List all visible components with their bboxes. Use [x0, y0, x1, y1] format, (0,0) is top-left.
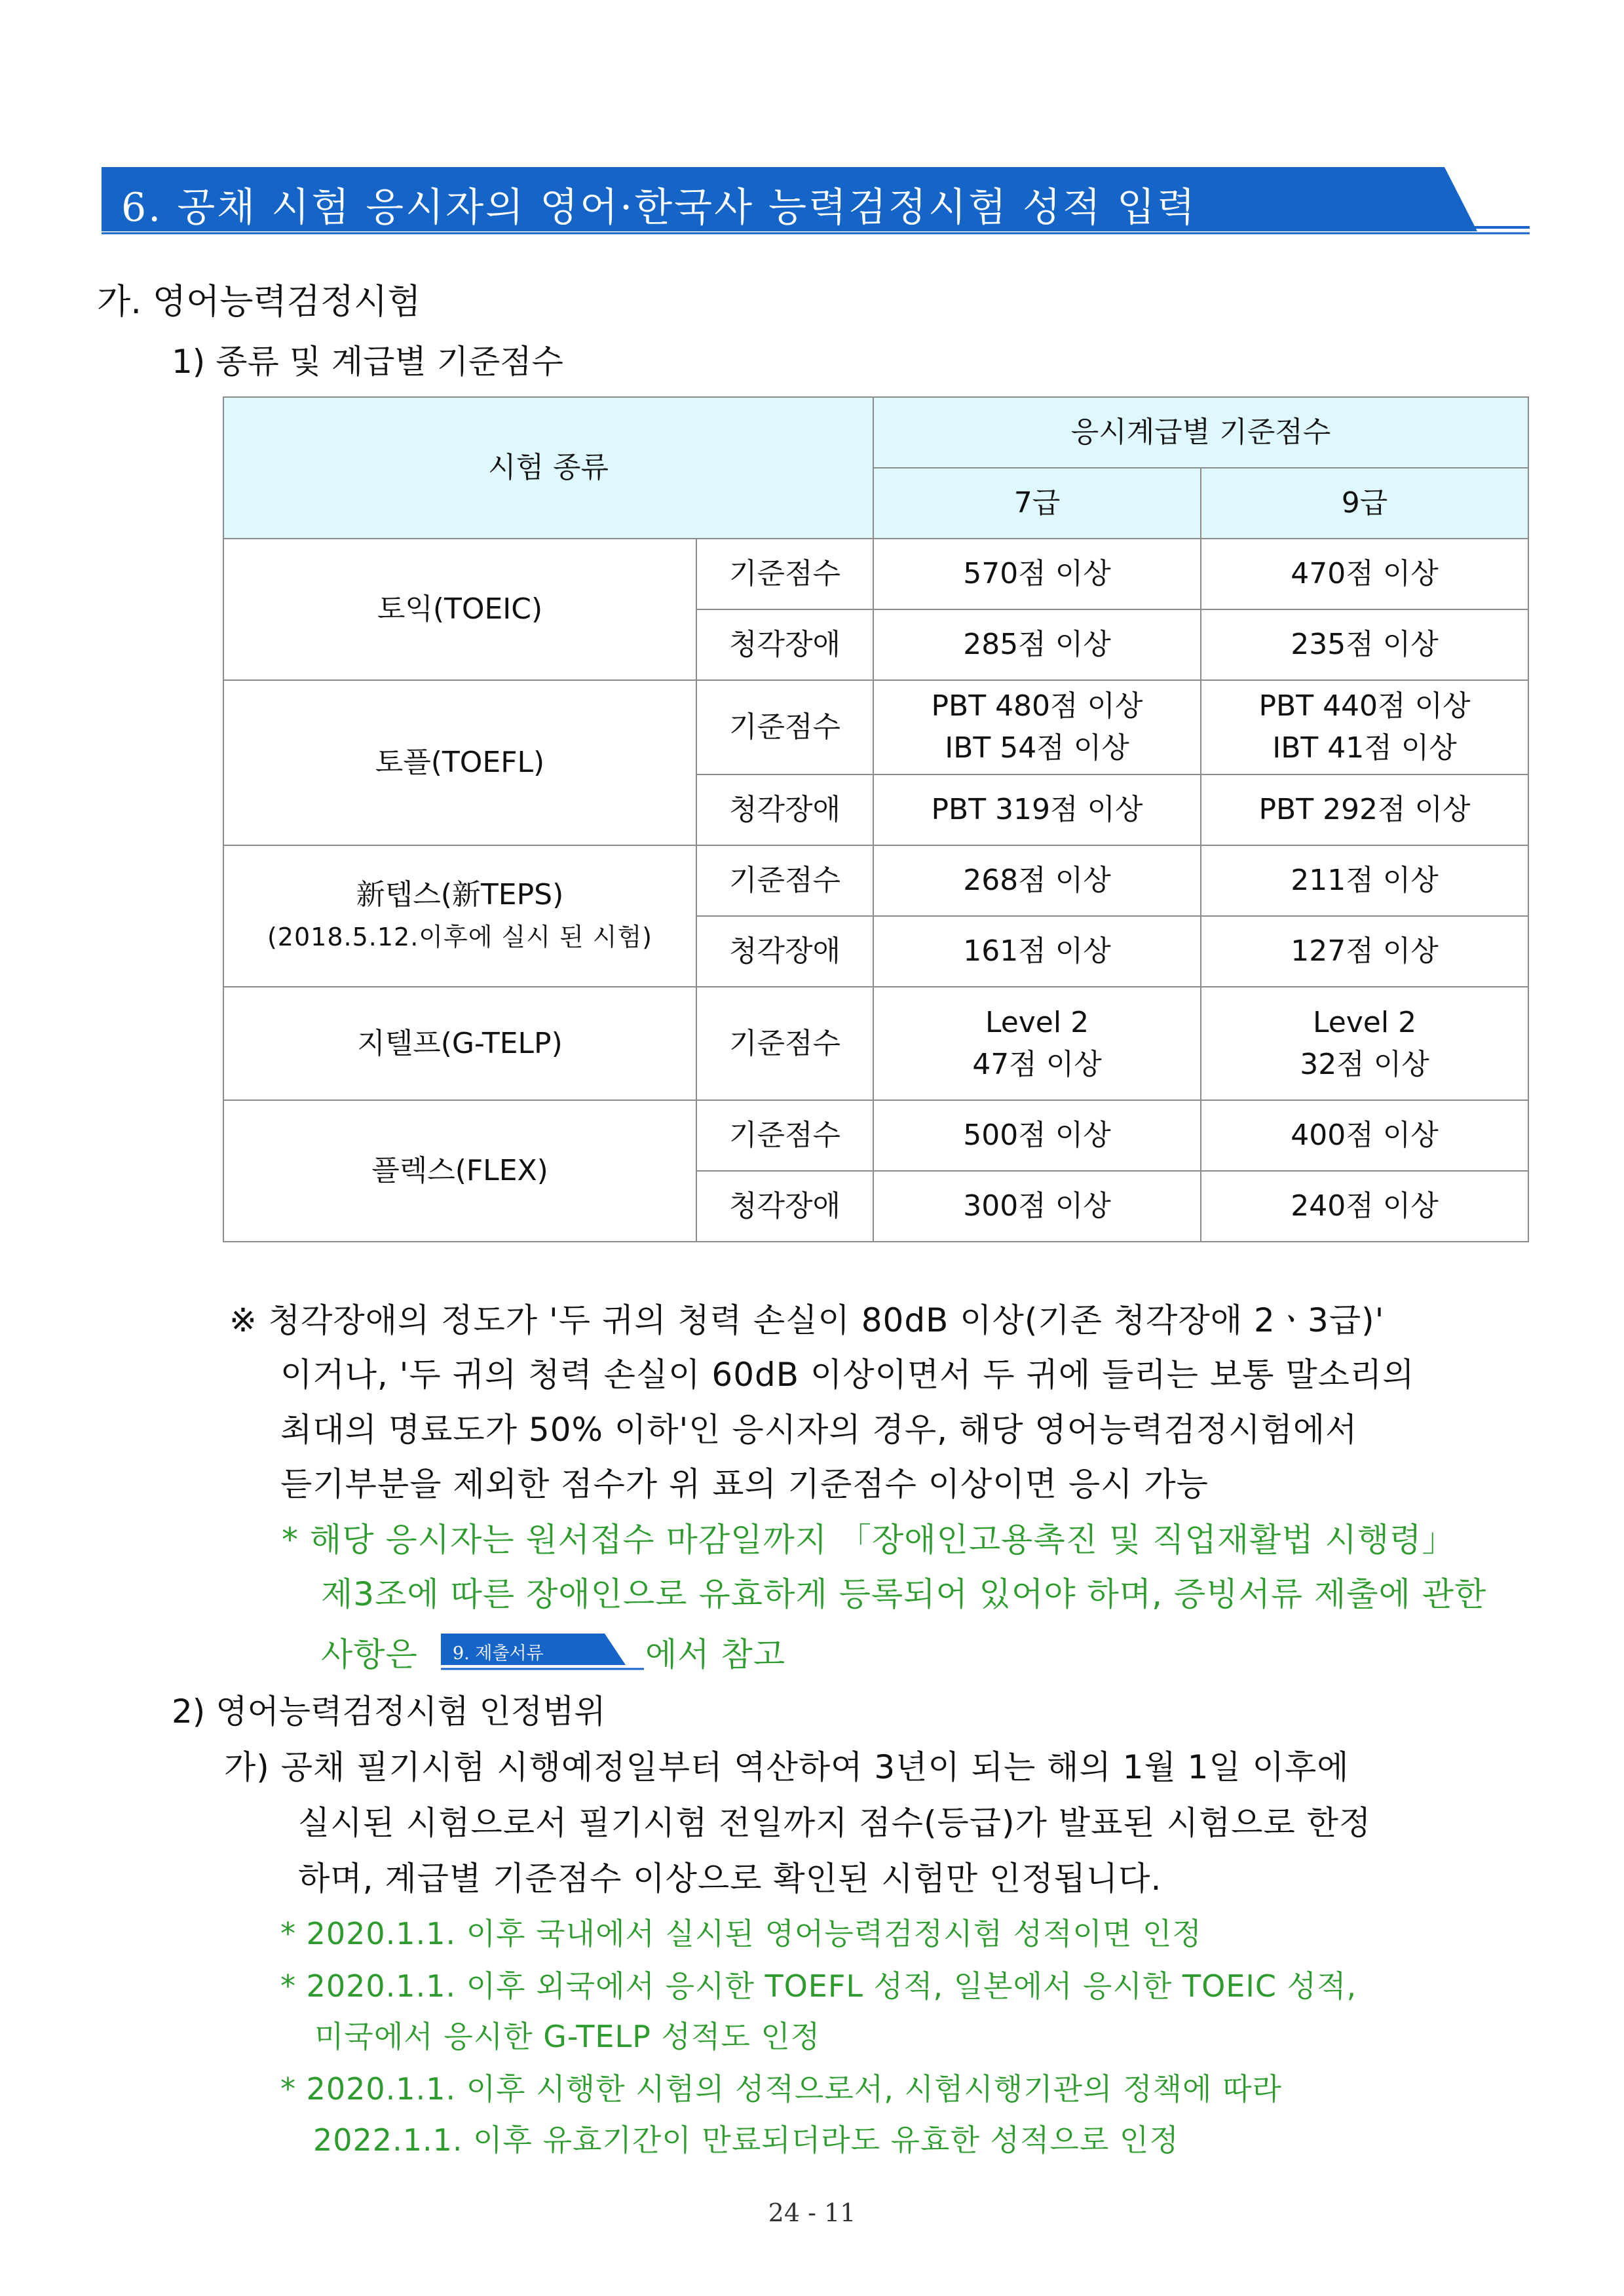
note-line: ※ 청각장애의 정도가 '두 귀의 청력 손실이 80dB 이상(기존 청각장애 2ㆍ3급)'	[229, 1301, 1385, 1339]
row-label: 기준점수	[696, 1100, 873, 1171]
subsection-heading: 가. 영어능력검정시험	[97, 282, 421, 322]
header-exam-type: 시험 종류	[223, 397, 873, 539]
score-line: IBT 41점 이상	[1272, 731, 1457, 765]
score-cell: 300점 이상	[873, 1171, 1201, 1242]
score-cell: 500점 이상	[873, 1100, 1201, 1171]
score-cell: 161점 이상	[873, 916, 1201, 987]
score-line: PBT 440점 이상	[1258, 689, 1471, 723]
score-line: 32점 이상	[1300, 1047, 1429, 1081]
exam-name-toefl: 토플(TOEFL)	[223, 680, 696, 845]
exam-name-teps-note: (2018.5.12.이후에 실시 된 시험)	[267, 923, 653, 951]
header-grade-9: 9급	[1201, 468, 1528, 539]
score-cell	[873, 680, 1201, 775]
row-label: 기준점수	[696, 845, 873, 916]
note-green-line: * 해당 응시자는 원서접수 마감일까지 「장애인고용촉진 및 직업재활법 시행령」	[282, 1521, 1456, 1559]
score-line: PBT 480점 이상	[931, 689, 1143, 723]
note-green-line: 에서 참고	[645, 1636, 786, 1674]
section-title: 6. 공채 시험 응시자의 영어·한국사 능력검정시험 성적 입력	[121, 185, 1197, 231]
score-line: 47점 이상	[972, 1047, 1102, 1081]
row-label: 청각장애	[696, 916, 873, 987]
item2-line: 실시된 시험으로서 필기시험 전일까지 점수(등급)가 발표된 시험으로 한정	[298, 1804, 1372, 1842]
table-row	[223, 539, 1528, 609]
score-cell: 240점 이상	[1201, 1171, 1528, 1242]
note-line: 최대의 명료도가 50% 이하'인 응시자의 경우, 해당 영어능력검정시험에서	[280, 1411, 1358, 1449]
item2-note: 2022.1.1. 이후 유효기간이 만료되더라도 유효한 성적으로 인정	[313, 2122, 1179, 2158]
score-table	[223, 396, 1529, 1242]
score-cell: 235점 이상	[1201, 609, 1528, 680]
exam-name-teps-label: 新텝스(新TEPS)	[356, 878, 564, 911]
score-line: IBT 54점 이상	[945, 731, 1129, 765]
item2-note: * 2020.1.1. 이후 국내에서 실시된 영어능력검정시험 성적이면 인정	[280, 1916, 1202, 1951]
score-cell: 127점 이상	[1201, 916, 1528, 987]
row-label: 기준점수	[696, 680, 873, 775]
item-heading-1: 1) 종류 및 계급별 기준점수	[172, 343, 563, 381]
section-banner	[102, 167, 1530, 236]
score-cell: 570점 이상	[873, 539, 1201, 609]
exam-name-toeic: 토익(TOEIC)	[223, 539, 696, 680]
item2-line: 가) 공채 필기시험 시행예정일부터 역산하여 3년이 되는 해의 1월 1일 이후에	[224, 1748, 1350, 1786]
header-score: 응시계급별 기준점수	[873, 397, 1528, 468]
score-cell: PBT 292점 이상	[1201, 775, 1528, 845]
score-cell: 211점 이상	[1201, 845, 1528, 916]
item2-note: * 2020.1.1. 이후 시행한 시험의 성적으로서, 시험시행기관의 정책에 따라	[280, 2071, 1282, 2107]
row-label: 기준점수	[696, 987, 873, 1100]
note-line: 이거나, '두 귀의 청력 손실이 60dB 이상이면서 두 귀에 들리는 보통 말소리의	[280, 1356, 1415, 1394]
score-line: Level 2	[1312, 1005, 1417, 1039]
score-line: Level 2	[985, 1005, 1089, 1039]
score-cell: 470점 이상	[1201, 539, 1528, 609]
note-line: 듣기부분을 제외한 점수가 위 표의 기준점수 이상이면 응시 가능	[280, 1465, 1209, 1503]
exam-name-teps	[223, 845, 696, 987]
score-cell: 285점 이상	[873, 609, 1201, 680]
row-label: 청각장애	[696, 1171, 873, 1242]
table-header-row	[223, 397, 1528, 468]
score-cell: PBT 319점 이상	[873, 775, 1201, 845]
table-row	[223, 680, 1528, 775]
item2-line: 하며, 계급별 기준점수 이상으로 확인된 시험만 인정됩니다.	[298, 1860, 1162, 1898]
row-label: 기준점수	[696, 539, 873, 609]
note-green-line: 사항은	[321, 1636, 418, 1674]
page-number: 24 - 11	[768, 2198, 856, 2227]
score-cell	[1201, 987, 1528, 1100]
table-row	[223, 1100, 1528, 1171]
item2-note: * 2020.1.1. 이후 외국에서 응시한 TOEFL 성적, 일본에서 응시한 TOEIC 성적,	[280, 1968, 1357, 2004]
score-cell	[873, 987, 1201, 1100]
reference-label: 9. 제출서류	[453, 1643, 544, 1664]
row-label: 청각장애	[696, 609, 873, 680]
table-row	[223, 987, 1528, 1100]
item2-note: 미국에서 응시한 G-TELP 성적도 인정	[314, 2019, 821, 2054]
item-heading-2: 2) 영어능력검정시험 인정범위	[172, 1693, 606, 1731]
score-cell: 400점 이상	[1201, 1100, 1528, 1171]
reference-badge	[441, 1634, 644, 1672]
exam-name-flex: 플렉스(FLEX)	[223, 1100, 696, 1242]
score-cell: 268점 이상	[873, 845, 1201, 916]
exam-name-gtelp: 지텔프(G-TELP)	[223, 987, 696, 1100]
note-green-line: 제3조에 따른 장애인으로 유효하게 등록되어 있어야 하며, 증빙서류 제출에 관한	[321, 1575, 1487, 1613]
row-label: 청각장애	[696, 775, 873, 845]
score-cell	[1201, 680, 1528, 775]
header-grade-7: 7급	[873, 468, 1201, 539]
table-row	[223, 845, 1528, 916]
